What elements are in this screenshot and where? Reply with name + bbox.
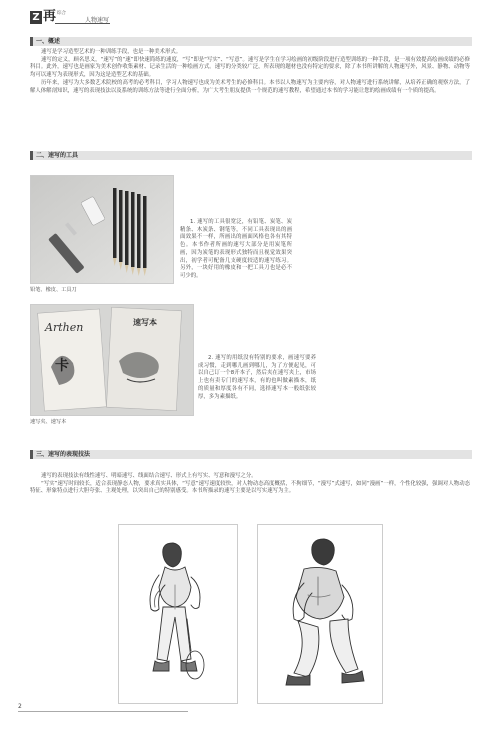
tools-photo [30, 175, 174, 284]
sketchbook-handwriting: 卡 [55, 358, 69, 374]
section-tools-title: 二、速写的工具 [36, 152, 79, 159]
page-number: 2 [18, 703, 22, 710]
overview-paragraph-3: 历年来，速写为大多数艺术院校的高考的必考科目，学习人物速写也成为美术考生的必修科目。本书以人物速写为主要内容，对人物速写进行系统讲解，从培养正确的观察方法，了解人体解剖知识，速写的表现技法以及系统的训练方法等进行全面分析，为广大考生朋友提供一个规范的速写教程，希望通过本书的学习能让您的绘画成绩有一个质的提高。 [30, 79, 470, 94]
section-overview-title: 一、概述 [36, 38, 61, 45]
section-overview-bar [30, 37, 472, 46]
header-underline [55, 23, 110, 24]
section-tools-bar [30, 151, 472, 160]
overview-paragraph-2: 速写的定义，顾名思义，“速写”的“速”即快速简练的速度，“写”即是“写实”、“写意”。速写是学生在学习绘画的初级阶段进行造型训练的一种手段，是一项有效提高绘画成绩的必修科目。此外，速写也是画家为美术创作收集素材、记录生活的一种绘画方式。速写的分类较广泛，所表现的题材也没有特定的要求，除了本书所讲解的人物速写外，风景、静物、动物等均可以速写为表现形式，因为这是造型艺术的基础。 [30, 56, 470, 79]
technique-text [30, 473, 470, 496]
section-marker [30, 450, 33, 459]
technique-paragraph-1: 速写的表现技法有线性速写、明暗速写、线面结合速写、形式上有写实、写意和漫写之分。 [41, 473, 257, 479]
logo-badge: Z [30, 11, 42, 24]
section-marker [30, 151, 33, 160]
sketchbook-photo-caption: 速写夹、速写本 [30, 419, 67, 425]
tools-photo-caption: 铅笔、橡皮、工具刀 [30, 287, 77, 293]
logo-main: 再 [43, 9, 57, 24]
sketchbook-photo [30, 304, 194, 416]
tools-paragraph-2: 2. 速写的用纸没有特别的要求，画速写要养成习惯，走到哪儿画到哪儿，为了方便起见，可以自己订一个8开本子，然后夹在速写夹上，市场上也有卖专门的速写本，有的也叫做素描本，纸的质量和厚度各有不同，选择速写本一般纸张较厚，多为素描纸。 [198, 355, 316, 400]
section-technique-title: 三、速写的表现技法 [36, 451, 91, 458]
figure-sketch-squatting [257, 524, 383, 704]
technique-paragraph-2: “写实”速写时间较长，适合表现静态人物，要求真实具体，“写意”速写速度较快，对人物动态高度概括，不拘细节，“漫写”式速写，如同“漫画”一样，个性化较强，强调对人物动态特征、形象特点进行大胆夸张、主观处理，以突出自己的特别感受。本书所描录的速写主要是以写实速写为主。 [30, 480, 470, 495]
sketchbook-brand-text: Arthen [45, 321, 84, 334]
section-marker [30, 37, 33, 46]
tools-paragraph-1: 1. 速写的工具很宽泛，有铅笔、炭笔、炭精条、木炭条、钢笔等，不同工具表现出的画面效果不一样，所画出的画面风格也各有其特色。本书作者所画的速写大部分是用炭笔所画，因为炭笔的表现形式独特而且视觉效果突出，初学者可配备几支硬度较适的速写练习。另外，一块好用的橡皮和一把工具刀也是必不可少的。 [180, 219, 292, 279]
tools-text-2 [198, 355, 316, 401]
folder-title: 速写本 [133, 318, 157, 327]
section-technique-bar [30, 450, 472, 459]
logo-small: 综合 [57, 11, 66, 16]
overview-text [30, 49, 470, 95]
tools-photo-illustration [31, 176, 173, 283]
sketch-squatting-illustration [258, 525, 382, 703]
figure-sketch-standing [118, 524, 238, 704]
overview-paragraph-1: 速写是学习造型艺术的一种训练手段，也是一种美术形式。 [41, 49, 182, 55]
sketch-standing-illustration [119, 525, 237, 703]
header-title: 人物速写 [85, 17, 110, 24]
tools-text-1 [180, 219, 292, 281]
page-footer-line [18, 711, 188, 712]
